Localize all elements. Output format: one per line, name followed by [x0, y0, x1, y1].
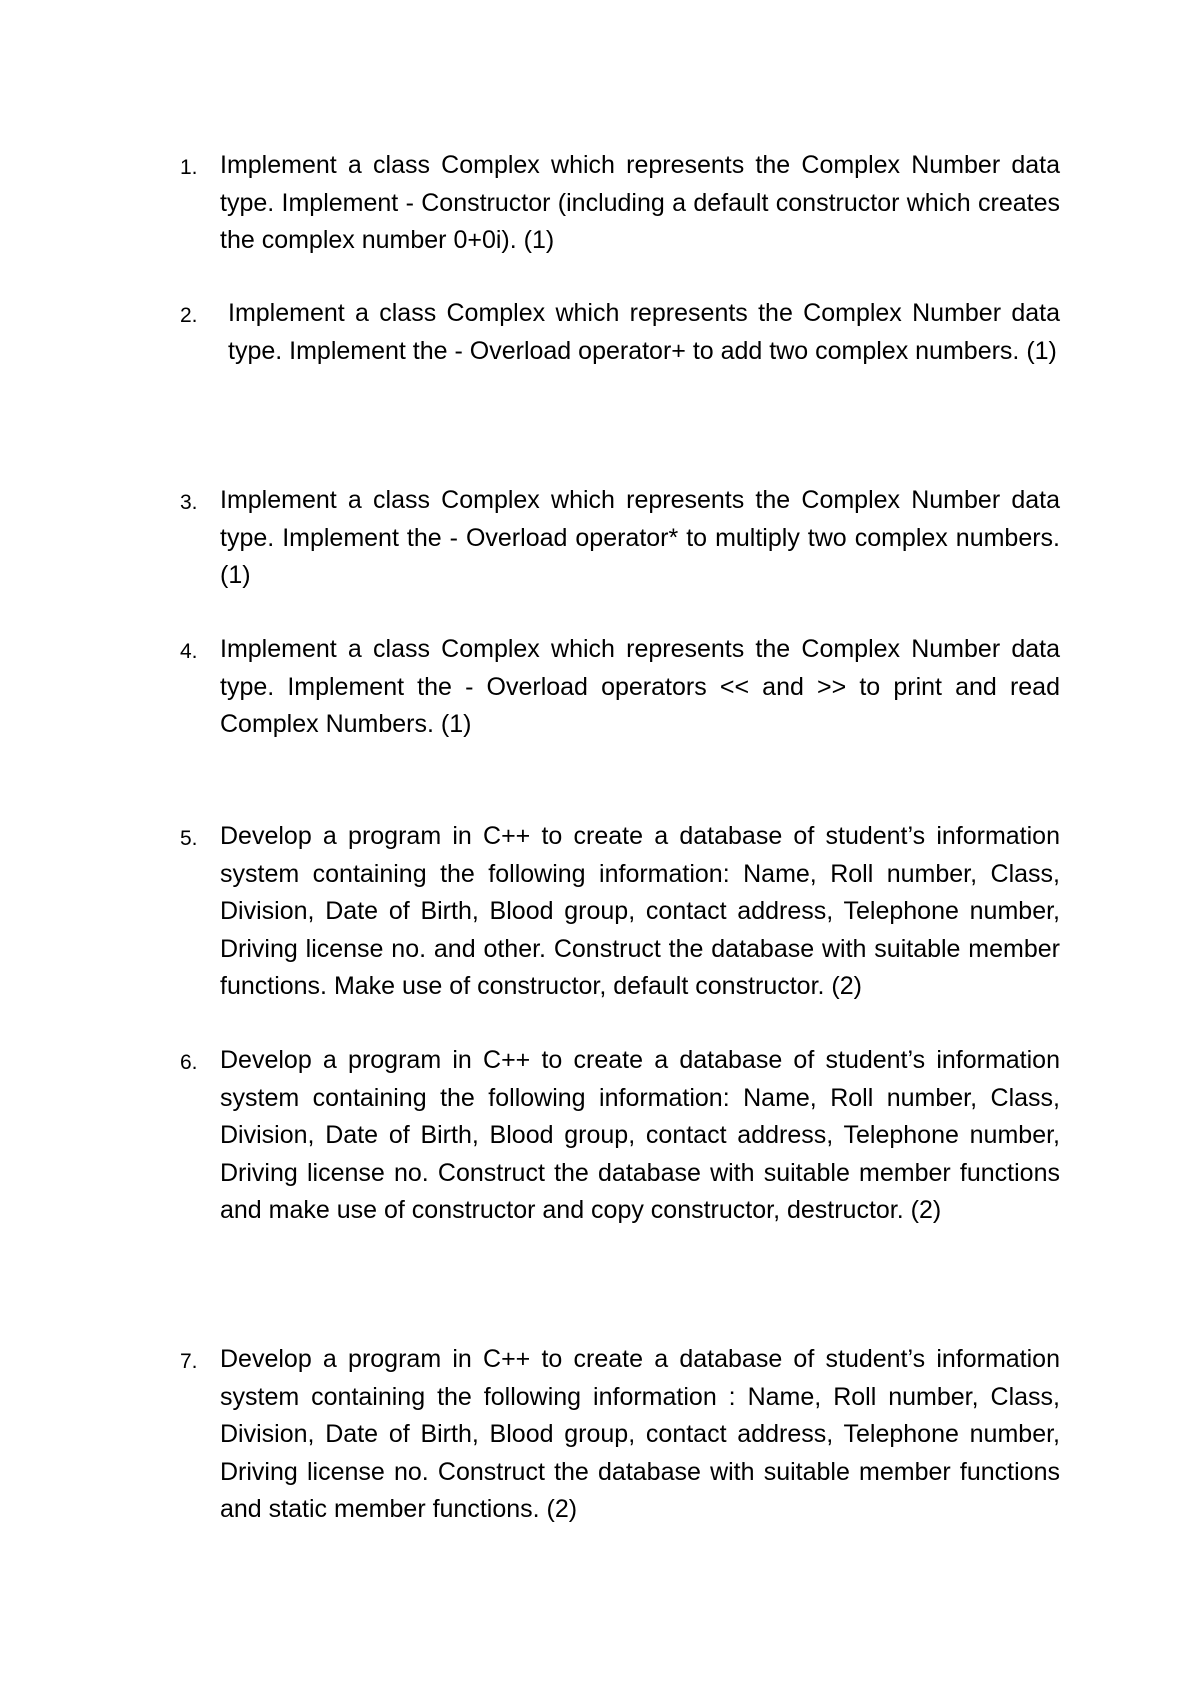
- list-item: [180, 147, 1060, 260]
- item-text: Implement a class Complex which represents the Complex Number data type. Implement the - Overload operator* to multiply two complex numbers. (1): [220, 486, 1060, 589]
- list-item: [180, 818, 1060, 1006]
- list-item: [180, 1341, 1060, 1529]
- item-number: 1.: [180, 156, 198, 179]
- item-text: Develop a program in C++ to create a database of student’s information system containing the following information : Name, Roll number, Class, Division, Date of Birth, Blood group, contact address, Telephone number, Driving license no. Construct the database with suitable member functions and static member functions. (2): [220, 1345, 1060, 1523]
- item-number: 3.: [180, 491, 198, 514]
- list-item: [180, 295, 1060, 370]
- item-number: 5.: [180, 827, 198, 850]
- item-number: 6.: [180, 1051, 198, 1074]
- list-item: [180, 1042, 1060, 1230]
- item-text: Develop a program in C++ to create a database of student’s information system containing the following information: Name, Roll number, Class, Division, Date of Birth, Blood group, contact address, Telephone number, Driving license no. and other. Construct the database with suitable member functions. Make use of constructor, default constructor. (2): [220, 822, 1060, 1000]
- item-text: Develop a program in C++ to create a database of student’s information system containing the following information: Name, Roll number, Class, Division, Date of Birth, Blood group, contact address, Telephone number, Driving license no. Construct the database with suitable member functions and make use of constructor and copy constructor, destructor. (2): [220, 1046, 1060, 1224]
- list-item: [180, 631, 1060, 744]
- item-number: 7.: [180, 1350, 198, 1373]
- list-item: [180, 482, 1060, 595]
- item-text: Implement a class Complex which represents the Complex Number data type. Implement the - Overload operators << and >> to print and read Complex Numbers. (1): [220, 635, 1060, 738]
- item-number: 2.: [180, 304, 198, 327]
- item-number: 4.: [180, 640, 198, 663]
- item-text: Implement a class Complex which represents the Complex Number data type. Implement - Constructor (including a default constructor which creates the complex number 0+0i). (1): [220, 151, 1060, 254]
- item-text: Implement a class Complex which represents the Complex Number data type. Implement the - Overload operator+ to add two complex numbers. (1): [228, 299, 1060, 365]
